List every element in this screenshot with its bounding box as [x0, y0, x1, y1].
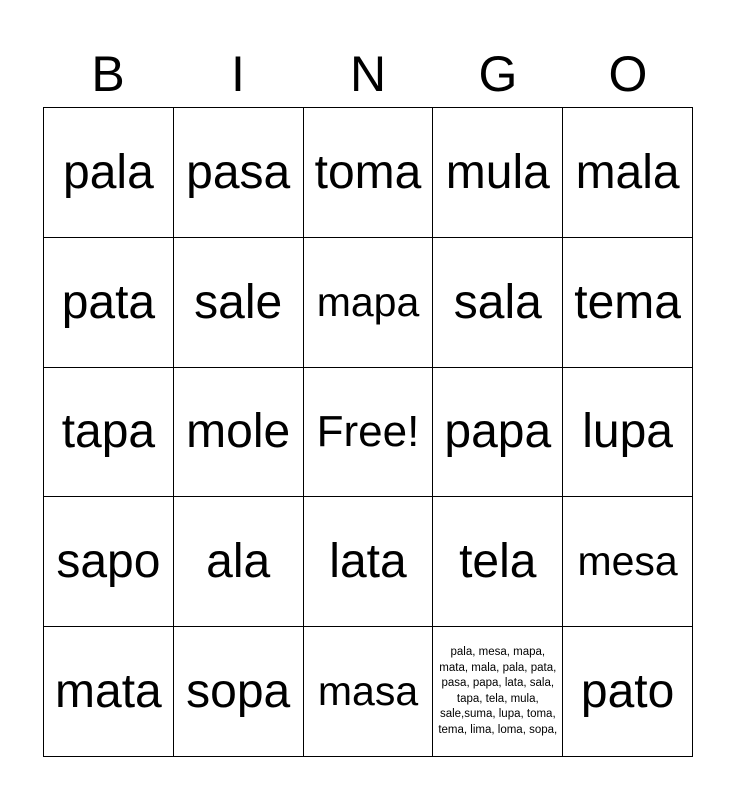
header-letter-b: B	[91, 46, 125, 102]
bingo-cell[interactable]: masa	[304, 627, 434, 757]
bingo-cell[interactable]: tema	[563, 238, 693, 368]
header-letter-g: G	[478, 46, 518, 102]
bingo-cell[interactable]: ala	[174, 497, 304, 627]
header-letter-n: N	[349, 46, 387, 102]
bingo-cell[interactable]: pala	[44, 108, 174, 238]
bingo-cell[interactable]: sala	[433, 238, 563, 368]
bingo-cell[interactable]: pasa	[174, 108, 304, 238]
bingo-cell[interactable]: lupa	[563, 368, 693, 498]
word-list-cell[interactable]: pala, mesa, mapa, mata, mala, pala, pata, pasa, papa, lata, sala, tapa, tela, mula, sale,suma, lupa, toma, tema, lima, loma, sopa,	[433, 627, 563, 757]
bingo-cell[interactable]: mapa	[304, 238, 434, 368]
bingo-header	[43, 40, 693, 108]
bingo-cell[interactable]: mole	[174, 368, 304, 498]
bingo-cell[interactable]: mata	[44, 627, 174, 757]
bingo-cell[interactable]: sapo	[44, 497, 174, 627]
bingo-cell[interactable]: toma	[304, 108, 434, 238]
bingo-cell[interactable]: sale	[174, 238, 304, 368]
bingo-cell[interactable]: pata	[44, 238, 174, 368]
bingo-card-grid	[43, 107, 693, 757]
header-letter-o: O	[608, 46, 648, 102]
bingo-cell[interactable]: mala	[563, 108, 693, 238]
bingo-cell[interactable]: mula	[433, 108, 563, 238]
header-letter-i: I	[231, 46, 245, 102]
bingo-cell[interactable]: lata	[304, 497, 434, 627]
bingo-cell[interactable]: tela	[433, 497, 563, 627]
bingo-cell[interactable]: sopa	[174, 627, 304, 757]
bingo-cell[interactable]: tapa	[44, 368, 174, 498]
free-space-cell[interactable]: Free!	[304, 368, 434, 498]
bingo-cell[interactable]: papa	[433, 368, 563, 498]
bingo-cell[interactable]: mesa	[563, 497, 693, 627]
bingo-cell[interactable]: pato	[563, 627, 693, 757]
